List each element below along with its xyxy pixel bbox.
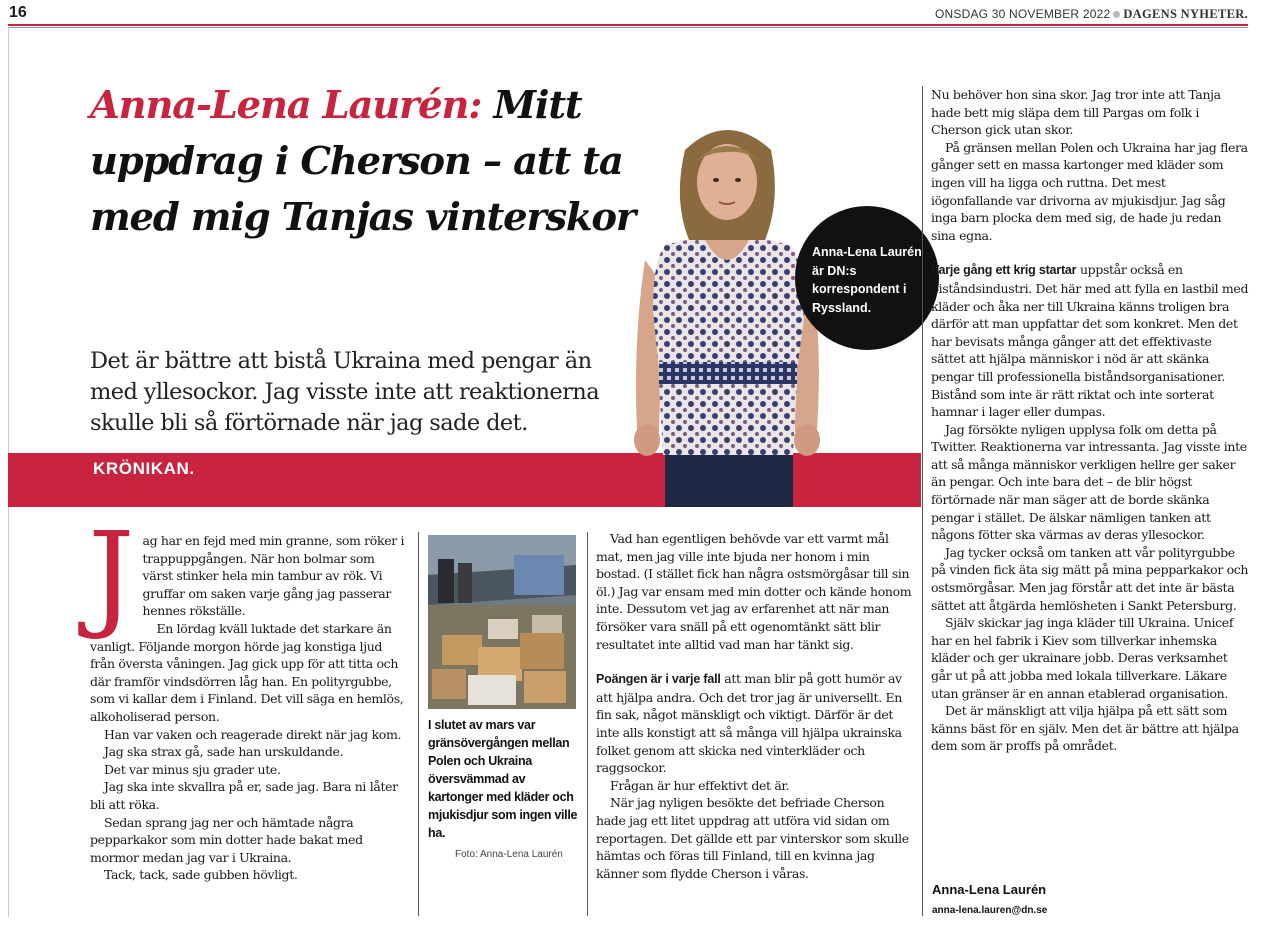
issue-date-line [935,7,1248,22]
body-paragraph: Vad han egentligen behövde var ett varmt mål mat, men jag ville inte bjuda ner honom i min bostad. (I stället fick han några ostsmörgåsar till sin öl.) Jag var ensam med min dotter och kände honom inte. Dessutom vet jag av erfarenhet att när man försöker vara snäll på ett ogenomtänkt sätt blir resultatet inte alltid vad man har tänkt sig. [596,531,912,652]
column-divider [922,86,923,916]
body-paragraph: En lördag kväll luktade det starkare än vanligt. Följande morgon hörde jag konstiga ljud från översta våningen. Jag gick upp för att titta och där framför vindsdörren låg han. En polityrgubbe, som vi kallar dem i Finland. Det vill säga en hemlös, alkoholiserad person. [90,620,404,724]
body-paragraph: Sedan sprang jag ner och hämtade några pepparkakor som min dotter hade bakat med mormor medan jag var i Ukraina. [90,814,363,865]
body-paragraph: Frågan är hur effektivt det är. [610,777,790,793]
body-paragraph: Varje gång ett krig startar uppstår också en biståndsindustri. Det här med att fylla en lastbil med kläder och åka ner till Ukraina känns troligen bra därför att man uppfattar det som konkret. Men det har bevisats många gånger att det effektivaste sättet att hjälpa människor i nöd är att skänka pengar till professionella biståndsorganisationer. Bistånd som inte är rätt riktat och inte sorterat hamnar i lager eller dumpas. [931,262,1249,420]
body-paragraph: På gränsen mellan Polen och Ukraina har jag flera gånger sett en massa kartonger med kläder som ingen vill ha ligga och ruttna. Det mest iögonfallande var drivorna av mjukisdjur. Jag såg inga barn plocka dem med sig, de hade ju redan sina egna. [931,139,1248,243]
body-paragraph: ag har en fejd med min granne, som röker i trappuppgången. När hon bolmar som värst stinker hela min tambur av rök. Vi gruffar om saken varje gång jag passerar hennes rökställe. [142,533,405,619]
lead-in: Poängen är i varje fall [596,672,721,687]
body-paragraph: Själv skickar jag inga kläder till Ukraina. Unicef har en hel fabrik i Kiev som tillverkar inhemska kläder och ger ukrainare jobb. Deras verksamhet går ut på att jobba med lokala tillverkare. Läkare utan gränser är en annan etablerad organisation. [931,615,1234,701]
body-paragraph: Jag ska inte skvallra på er, sade jag. Bara ni låter bli att röka. [90,779,398,812]
photo-credit: Foto: Anna-Lena Laurén [455,849,563,860]
author-name: Anna-Lena Laurén [932,882,1047,897]
headline-title: Mitt uppdrag i Cherson – att ta med mig Tanjas vinterskor [90,83,635,240]
header-rule [8,24,1248,26]
body-paragraph: Jag ska strax gå, sade han urskuldande. [104,744,344,760]
separator-dot-icon [1113,11,1120,18]
body-paragraph: Poängen är i varje fall att man blir på gott humör av att hjälpa andra. Och det tror jag är universellt. En fin sak, något mänskligt och viktigt. Därför är det inte alls konstigt att så många vill hjälpa ukrainska folket genom att skicka ned vinterkläder och raggsockor. [596,671,902,776]
body-paragraph: Jag försökte nyligen upplysa folk om detta på Twitter. Reaktionerna var intressanta. Jag visste inte att så många människor verkligen hellre ger saker än pengar. Och inte bara det – de blir högst förtörnade när man säger att de borde skänka pengar i stället. De älskar nämligen tanken att någons fötter ska värmas av deras yllesockor. [931,421,1247,543]
page-number: 16 [9,4,27,21]
column-divider [587,532,588,916]
column-divider [418,532,419,916]
body-paragraph: Nu behöver hon sina skor. Jag tror inte att Tanja hade bett mig släpa dem till Pargas om folk i Cherson gick utan skor. [931,87,1221,138]
body-paragraph: Tack, tack, sade gubben hövligt. [104,867,298,883]
body-paragraph: Jag tycker också om tanken att vår polityrgubbe på vinden fick äta sig mätt på mina pepparkakor och ostsmörgåsar. Men jag förstår att det inte är bästa sättet att åtgärda hemlösheten i Sankt Petersburg. [931,544,1249,613]
lead-in: Varje gång ett krig startar [931,263,1077,278]
body-column-4 [931,86,1249,755]
section-label: KRÖNIKAN. [93,459,195,478]
body-paragraph: Det var minus sju grader ute. [104,761,281,777]
article-headline [90,78,650,246]
portrait-caption: Anna-Lena Laurén är DN:s korrespondent i Ryssland. [812,245,922,315]
author-portrait [625,110,830,507]
border-crossing-photo [428,535,576,709]
body-paragraph: När jag nyligen besökte det befriade Cherson hade jag ett litet uppdrag att utföra vid sidan om reportagen. Det gällde ett par vinterskor som skulle hämtas och föras till Finland, till en kvinna jag känner som flydde Cherson i våras. [596,795,909,881]
body-column-1 [88,508,406,884]
drop-cap: J [88,508,135,643]
body-paragraph: Han var vaken och reagerade direkt när jag kom. [104,726,402,742]
author-email[interactable]: anna-lena.lauren@dn.se [932,905,1048,916]
newspaper-brand: DAGENS NYHETER. [1123,7,1248,21]
photo-caption: I slutet av mars var gränsövergången mellan Polen och Ukraina översvämmad av kartonger med kläder och mjukisdjur som ingen ville ha. [428,718,578,840]
headline-byline: Anna-Lena Laurén: [90,83,482,128]
body-column-3 [596,530,914,882]
article-ingress: Det är bättre att bistå Ukraina med pengar än med yllesockor. Jag visste inte att reaktionerna skulle bli så förtörnade när jag sade det. [90,348,600,436]
body-paragraph: Det är mänskligt att vilja hjälpa på ett sätt som känns bäst för en själv. Men det är bättre att hjälpa dem som är proffs på området. [931,703,1239,754]
issue-date: ONSDAG 30 NOVEMBER 2022 [934,7,1111,21]
header-rule-thin [8,27,1248,28]
